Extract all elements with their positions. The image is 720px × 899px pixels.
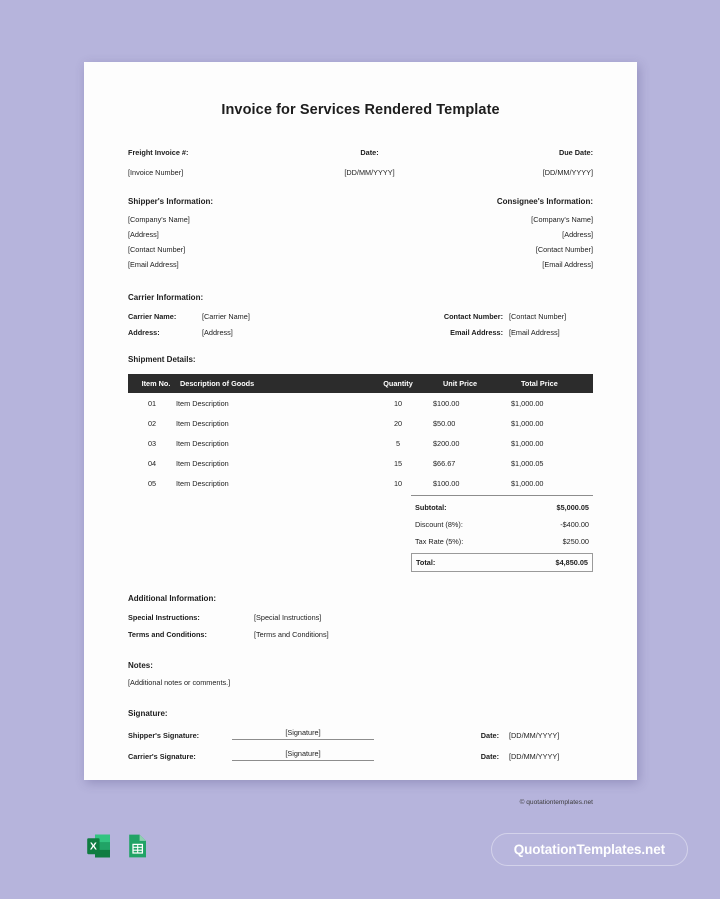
shipper-email[interactable]: [Email Address] xyxy=(128,260,179,269)
cell-description[interactable]: Item Description xyxy=(176,458,229,468)
tax-rate-label: Tax Rate (5%): xyxy=(415,537,464,546)
discount-row xyxy=(411,516,593,533)
cell-total-price[interactable]: $1,000.05 xyxy=(511,458,544,468)
cell-total-price[interactable]: $1,000.00 xyxy=(511,478,544,488)
consignee-block xyxy=(370,197,593,275)
tax-rate-value[interactable]: $250.00 xyxy=(562,537,589,546)
discount-label: Discount (8%): xyxy=(415,520,463,529)
carrier-email-label: Email Address: xyxy=(450,328,503,337)
grand-total-value: $4,850.05 xyxy=(555,558,588,567)
table-row xyxy=(128,413,593,433)
cell-quantity[interactable]: 20 xyxy=(393,418,403,428)
shipper-signature-field[interactable]: [Signature] xyxy=(232,728,374,740)
bottom-bar xyxy=(0,806,720,899)
due-date-value[interactable]: [DD/MM/YYYY] xyxy=(542,168,593,177)
cell-unit-price[interactable]: $50.00 xyxy=(433,418,456,428)
shipment-details-table xyxy=(128,374,593,493)
cell-description[interactable]: Item Description xyxy=(176,418,229,428)
footer-credit: © quotationtemplates.net xyxy=(519,799,593,806)
totals-summary xyxy=(411,495,593,572)
subtotal-value: $5,000.05 xyxy=(556,503,589,512)
subtotal-row xyxy=(411,499,593,516)
date-label: Date: xyxy=(360,148,379,157)
table-row xyxy=(128,433,593,453)
cell-item-no[interactable]: 01 xyxy=(147,398,157,408)
page-title: Invoice for Services Rendered Template xyxy=(221,102,500,118)
carrier-address-value[interactable]: [Address] xyxy=(202,328,233,337)
cell-total-price[interactable]: $1,000.00 xyxy=(511,398,544,408)
shipper-signature-label: Shipper's Signature: xyxy=(128,731,200,740)
shipper-date-value[interactable]: [DD/MM/YYYY] xyxy=(509,731,560,740)
signature-heading: Signature: xyxy=(128,709,168,718)
table-row xyxy=(128,453,593,473)
notes-heading: Notes: xyxy=(128,661,153,670)
shipper-address[interactable]: [Address] xyxy=(128,230,159,239)
consignee-email[interactable]: [Email Address] xyxy=(542,260,593,269)
shipment-details-heading: Shipment Details: xyxy=(128,355,196,364)
document-page xyxy=(84,62,637,806)
cell-unit-price[interactable]: $66.67 xyxy=(433,458,456,468)
grand-total-label: Total: xyxy=(416,558,436,567)
cell-description[interactable]: Item Description xyxy=(176,438,229,448)
svg-text:X: X xyxy=(89,840,97,853)
additional-information-heading: Additional Information: xyxy=(128,594,216,603)
brand-badge[interactable]: QuotationTemplates.net xyxy=(491,833,688,866)
carrier-date-value[interactable]: [DD/MM/YYYY] xyxy=(509,752,560,761)
cell-item-no[interactable]: 04 xyxy=(147,458,157,468)
cell-item-no[interactable]: 05 xyxy=(147,478,157,488)
carrier-name-value[interactable]: [Carrier Name] xyxy=(202,312,250,321)
column-header-quantity: Quantity xyxy=(363,374,433,393)
cell-total-price[interactable]: $1,000.00 xyxy=(511,438,544,448)
cell-quantity[interactable]: 15 xyxy=(393,458,403,468)
carrier-name-label: Carrier Name: xyxy=(128,312,177,321)
carrier-email-value[interactable]: [Email Address] xyxy=(509,328,560,337)
additional-information xyxy=(128,613,593,639)
shipper-block xyxy=(128,197,351,275)
consignee-company[interactable]: [Company's Name] xyxy=(531,215,593,224)
carrier-information xyxy=(128,312,593,337)
shipper-date-label: Date: xyxy=(480,731,499,740)
terms-and-conditions-value[interactable]: [Terms and Conditions] xyxy=(254,630,329,639)
cell-unit-price[interactable]: $200.00 xyxy=(433,438,460,448)
cell-description[interactable]: Item Description xyxy=(176,478,229,488)
column-header-item-no: Item No. xyxy=(128,374,176,393)
consignee-heading: Consignee's Information: xyxy=(496,197,593,206)
table-header-row xyxy=(128,374,593,393)
table-row xyxy=(128,473,593,493)
discount-value[interactable]: -$400.00 xyxy=(560,520,589,529)
cell-unit-price[interactable]: $100.00 xyxy=(433,398,460,408)
cell-quantity[interactable]: 10 xyxy=(393,398,403,408)
carrier-date-label: Date: xyxy=(480,752,499,761)
carrier-contact-value[interactable]: [Contact Number] xyxy=(509,312,567,321)
cell-description[interactable]: Item Description xyxy=(176,398,229,408)
excel-file-icon[interactable] xyxy=(84,831,114,866)
carrier-signature-field[interactable]: [Signature] xyxy=(232,749,374,761)
party-information xyxy=(128,197,593,275)
carrier-signature-label: Carrier's Signature: xyxy=(128,752,196,761)
shipper-heading: Shipper's Information: xyxy=(128,197,214,206)
shipper-company[interactable]: [Company's Name] xyxy=(128,215,190,224)
file-format-icons xyxy=(84,831,152,866)
google-sheets-file-icon[interactable] xyxy=(122,831,152,866)
cell-item-no[interactable]: 02 xyxy=(147,418,157,428)
carrier-information-heading: Carrier Information: xyxy=(128,293,204,302)
date-value[interactable]: [DD/MM/YYYY] xyxy=(344,168,395,177)
consignee-address[interactable]: [Address] xyxy=(562,230,593,239)
consignee-contact[interactable]: [Contact Number] xyxy=(535,245,593,254)
terms-and-conditions-label: Terms and Conditions: xyxy=(128,630,207,639)
cell-total-price[interactable]: $1,000.00 xyxy=(511,418,544,428)
notes-value[interactable]: [Additional notes or comments.] xyxy=(128,678,231,687)
carrier-address-label: Address: xyxy=(128,328,160,337)
cell-unit-price[interactable]: $100.00 xyxy=(433,478,460,488)
freight-invoice-label: Freight Invoice #: xyxy=(128,148,189,157)
special-instructions-label: Special Instructions: xyxy=(128,613,200,622)
cell-quantity[interactable]: 5 xyxy=(395,438,401,448)
cell-item-no[interactable]: 03 xyxy=(147,438,157,448)
signature-section xyxy=(128,728,593,761)
grand-total-row xyxy=(411,553,593,572)
table-row xyxy=(128,393,593,413)
column-header-description: Description of Goods xyxy=(176,374,363,393)
column-header-unit-price: Unit Price xyxy=(433,374,511,393)
invoice-meta xyxy=(128,148,593,177)
carrier-contact-label: Contact Number: xyxy=(443,312,503,321)
tax-rate-row xyxy=(411,533,593,550)
freight-invoice-value[interactable]: [Invoice Number] xyxy=(128,168,184,177)
subtotal-label: Subtotal: xyxy=(415,503,447,512)
shipper-contact[interactable]: [Contact Number] xyxy=(128,245,186,254)
due-date-label: Due Date: xyxy=(558,148,593,157)
column-header-total-price: Total Price xyxy=(511,374,593,393)
special-instructions-value[interactable]: [Special Instructions] xyxy=(254,613,322,622)
cell-quantity[interactable]: 10 xyxy=(393,478,403,488)
